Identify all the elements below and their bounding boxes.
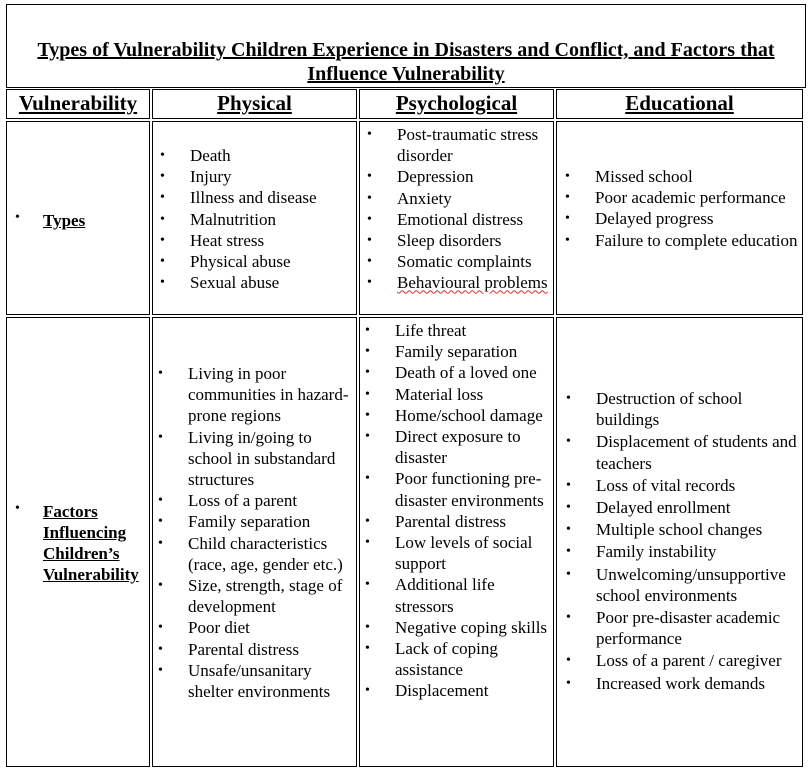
bullet-icon: • [365,386,370,402]
list-item [566,564,804,606]
list-item-text: Post-traumatic stress disorder [397,125,539,166]
list-item-text: Depression [397,167,474,187]
list-item [365,362,553,383]
bullet-icon: • [158,514,163,530]
list-item [565,166,803,187]
list-item-text: Illness and disease [190,188,317,208]
factors-educational-list [566,388,804,695]
table-title: Types of Vulnerability Children Experience in Disasters and Conflict, and Factors that Influence Vulnerability [37,39,775,85]
bullet-icon: • [365,344,370,360]
list-item [565,208,803,229]
bullet-icon: • [367,254,372,270]
bullet-icon: • [365,641,370,657]
list-item [158,575,358,617]
list-item-text: Lack of coping assistance [395,639,498,680]
bullet-icon: • [566,675,571,691]
list-item-text: Displacement of students and teachers [596,432,797,473]
types-physical-list [160,145,350,293]
list-item-text: Injury [190,167,232,187]
list-item [160,166,350,187]
list-item [365,341,553,362]
list-item [566,519,804,540]
list-item-text: Loss of vital records [596,475,736,495]
list-item-text: Physical abuse [190,252,291,272]
list-item-text: Negative coping skills [395,617,548,637]
list-item [158,639,358,660]
list-item [566,650,804,671]
bullet-icon: • [160,254,165,270]
list-item [158,617,358,638]
list-item-text: Sexual abuse [190,273,280,293]
header-vulnerability: Vulnerability [6,89,150,119]
list-item [565,230,803,251]
list-item [367,166,552,187]
bullet-icon: • [566,522,571,538]
bullet-icon: • [367,190,372,206]
list-item [566,541,804,562]
bullet-icon: • [566,477,571,493]
bullet-icon: • [365,471,370,487]
bullet-icon: • [566,434,571,450]
bullet-icon: • [160,190,165,206]
bullet-icon: • [160,275,165,291]
list-item-text: Family separation [188,512,311,532]
types-label: Types [43,211,86,230]
list-item [365,426,553,468]
bullet-icon: • [365,407,370,423]
bullet-icon: • [158,366,163,381]
bullet-icon: • [160,211,165,227]
list-item [158,533,358,575]
bullet-icon: • [566,500,571,516]
list-item-text: Unsafe/unsanitary shelter environments [188,660,331,702]
list-item-text: Direct exposure to disaster [395,427,521,468]
bullet-icon: • [160,148,165,163]
types-psychological-cell [359,121,554,315]
list-item [367,251,552,272]
list-item-text: Living in poor communities in hazard-prone regions [188,364,349,426]
list-item-text: Material loss [395,384,484,404]
list-item [160,145,350,166]
list-item-text: Life threat [395,321,467,340]
list-item-text: Parental distress [395,511,506,531]
list-item-text: Missed school [595,167,693,186]
bullet-icon: • [566,566,571,582]
list-item-text: Loss of a parent [188,491,298,511]
bullet-icon: • [365,619,370,635]
list-item-text: Anxiety [397,188,452,208]
list-item [160,187,350,208]
list-item-text: Malnutrition [190,209,276,229]
bullet-icon: • [367,211,372,227]
bullet-icon: • [565,190,570,206]
types-physical-cell [152,121,357,315]
bullet-icon: • [367,127,372,142]
bullet-icon: • [365,535,370,551]
list-item-text: Emotional distress [397,209,524,229]
factors-physical-list [158,363,358,702]
list-item [160,272,350,293]
list-item [566,388,804,430]
list-item [365,468,553,510]
types-label-cell [6,121,150,315]
list-item [566,607,804,649]
list-item [365,680,553,701]
list-item [566,497,804,518]
bullet-icon: • [15,210,20,225]
bullet-icon: • [158,535,163,551]
list-item-text: Sleep disorders [397,231,502,251]
types-educational-list [565,166,803,251]
list-item-text: Low levels of social support [395,533,533,574]
list-item [158,660,358,702]
bullet-icon: • [158,578,163,594]
list-item [365,511,553,532]
list-item [158,511,358,532]
list-item-text: Parental distress [188,639,299,659]
list-item [365,574,553,616]
bullet-icon: • [367,169,372,185]
bullet-icon: • [367,275,372,291]
list-item-text: Living in/going to school in substandard structures [188,427,336,490]
bullet-icon: • [160,169,165,185]
header-psychological: Psychological [359,89,554,119]
list-item [160,230,350,251]
header-educational: Educational [556,89,803,119]
bullet-icon: • [365,577,370,593]
bullet-icon: • [160,232,165,248]
factors-psychological-list [365,320,553,702]
list-item-text: Failure to complete education [595,230,798,250]
bullet-icon: • [367,233,372,249]
list-item-text: Delayed enrollment [596,498,731,518]
list-item [367,272,552,293]
factors-label: Factors Influencing Children’s Vulnerability [43,502,139,584]
list-item-text: Increased work demands [596,673,765,693]
bullet-icon: • [158,620,163,636]
list-item-text: Behavioural problems [397,273,548,293]
list-item [158,427,358,491]
list-item [160,209,350,230]
list-item-text: Displacement [395,681,489,701]
bullet-icon: • [566,544,571,560]
bullet-icon: • [158,493,163,509]
list-item-text: Loss of a parent / caregiver [596,651,782,671]
types-educational-cell [556,121,803,315]
list-item [367,124,552,166]
bullet-icon: • [158,429,163,445]
list-item-text: Additional life stressors [395,575,495,616]
bullet-icon: • [365,683,370,699]
bullet-icon: • [158,662,163,678]
bullet-icon: • [566,391,571,406]
list-item-text: Family instability [596,542,717,562]
bullet-icon: • [565,232,570,248]
list-item [160,251,350,272]
list-item [365,638,553,680]
title-box [6,4,806,88]
bullet-icon: • [565,211,570,227]
list-item [158,490,358,511]
list-item-text: Poor functioning pre-disaster environments [395,469,544,510]
list-item [566,475,804,496]
bullet-icon: • [566,653,571,669]
list-item [367,209,552,230]
list-item [565,187,803,208]
bullet-icon: • [15,501,20,516]
factors-label-cell [6,317,150,767]
list-item-text: Death of a loved one [395,363,537,383]
list-item-text: Unwelcoming/unsupportive school environments [596,564,786,605]
bullet-icon: • [566,610,571,626]
list-item [566,673,804,694]
list-item-text: Heat stress [190,230,265,250]
bullet-icon: • [565,169,570,184]
bullet-icon: • [158,641,163,657]
header-physical: Physical [152,89,357,119]
list-item-text: Multiple school changes [596,520,763,540]
factors-physical-cell [152,317,357,767]
list-item-text: Poor academic performance [595,188,786,208]
list-item-text: Family separation [395,342,518,362]
types-psychological-list [367,124,552,294]
list-item [566,431,804,473]
list-item [367,230,552,251]
list-item-text: Poor diet [188,618,250,638]
bullet-icon: • [365,323,370,338]
list-item [365,320,553,341]
list-item-text: Home/school damage [395,405,543,425]
list-item-text: Poor pre-disaster academic performance [596,608,781,649]
list-item-text: Somatic complaints [397,252,532,272]
bullet-icon: • [365,429,370,445]
list-item [365,384,553,405]
list-item-text: Size, strength, stage of development [188,576,343,617]
list-item [365,617,553,638]
list-item [158,363,358,427]
factors-psychological-cell [359,317,554,767]
list-item [367,188,552,209]
list-item-text: Death [190,146,231,165]
bullet-icon: • [365,365,370,381]
list-item-text: Destruction of school buildings [596,389,743,430]
list-item-text: Child characteristics (race, age, gender etc.) [188,533,343,574]
bullet-icon: • [365,513,370,529]
list-item-text: Delayed progress [595,209,714,229]
list-item [365,532,553,574]
factors-educational-cell [556,317,803,767]
list-item [365,405,553,426]
